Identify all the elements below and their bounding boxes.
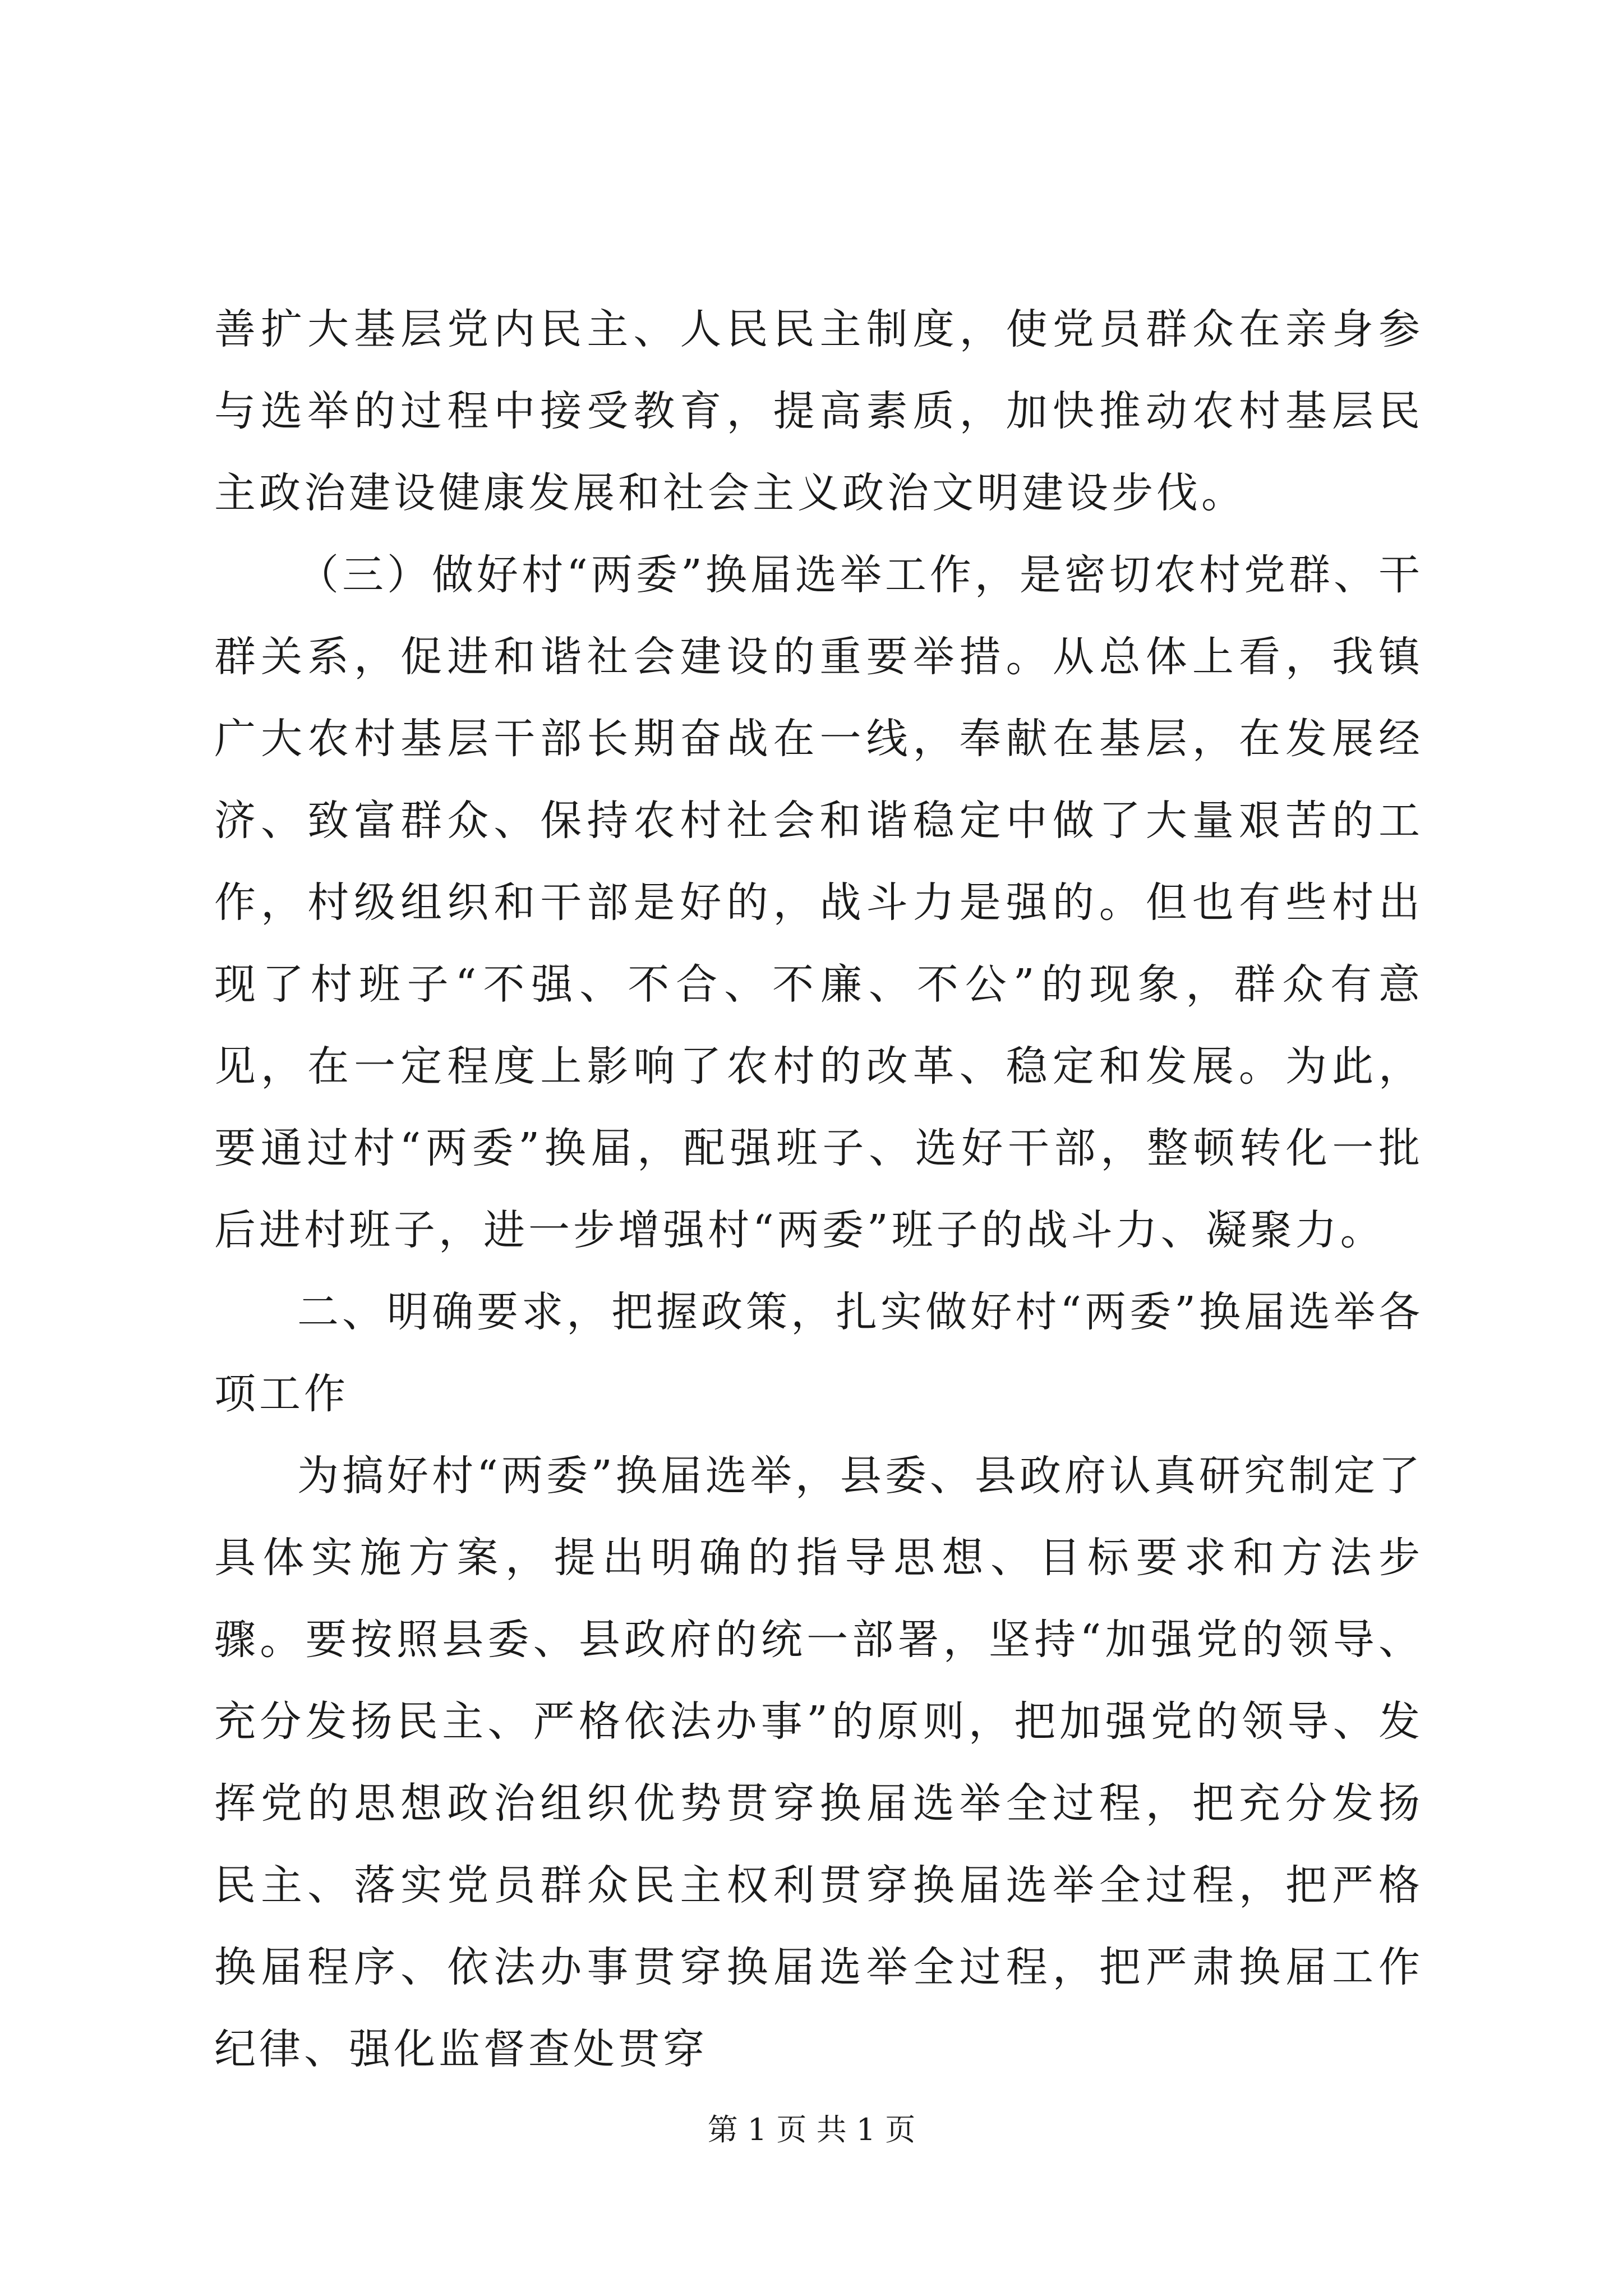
section-heading-two: 二、明确要求，把握政策，扎实做好村“两委”换届选举各项工作	[214, 1288, 1423, 1418]
paragraph-requirements: 为搞好村“两委”换届选举，县委、县政府认真研究制定了具体实施方案，提出明确的指导思想、目标要求和方法步骤。要按照县委、县政府的统一部署，坚持“加强党的领导、充分发扬民主、严格依法办事”的原则，把加强党的领导、发挥党的思想政治组织优势贯穿换届选举全过程，把充分发扬民主、落实党员群众民主权利贯穿换届选举全过程，把严格换届程序、依法办事贯穿换届选举全过程，把严肃换届工作纪律、强化监督查处贯穿	[214, 1452, 1423, 2073]
document-body	[214, 288, 1423, 2090]
paragraph-continuation: 善扩大基层党内民主、人民民主制度，使党员群众在亲身参与选举的过程中接受教育，提高素质，加快推动农村基层民主政治建设健康发展和社会主义政治文明建设步伐。	[214, 305, 1423, 517]
paragraph-section-three: （三）做好村“两委”换届选举工作，是密切农村党群、干群关系，促进和谐社会建设的重要举措。从总体上看，我镇广大农村基层干部长期奋战在一线，奉献在基层，在发展经济、致富群众、保持农村社会和谐稳定中做了大量艰苦的工作，村级组织和干部是好的，战斗力是强的。但也有些村出现了村班子“不强、不合、不廉、不公”的现象，群众有意见，在一定程度上影响了农村的改革、稳定和发展。为此，要通过村“两委”换届，配强班子、选好干部，整顿转化一批后进村班子，进一步增强村“两委”班子的战斗力、凝聚力。	[214, 551, 1423, 1254]
page-number-footer: 第 1 页 共 1 页	[707, 2112, 916, 2147]
